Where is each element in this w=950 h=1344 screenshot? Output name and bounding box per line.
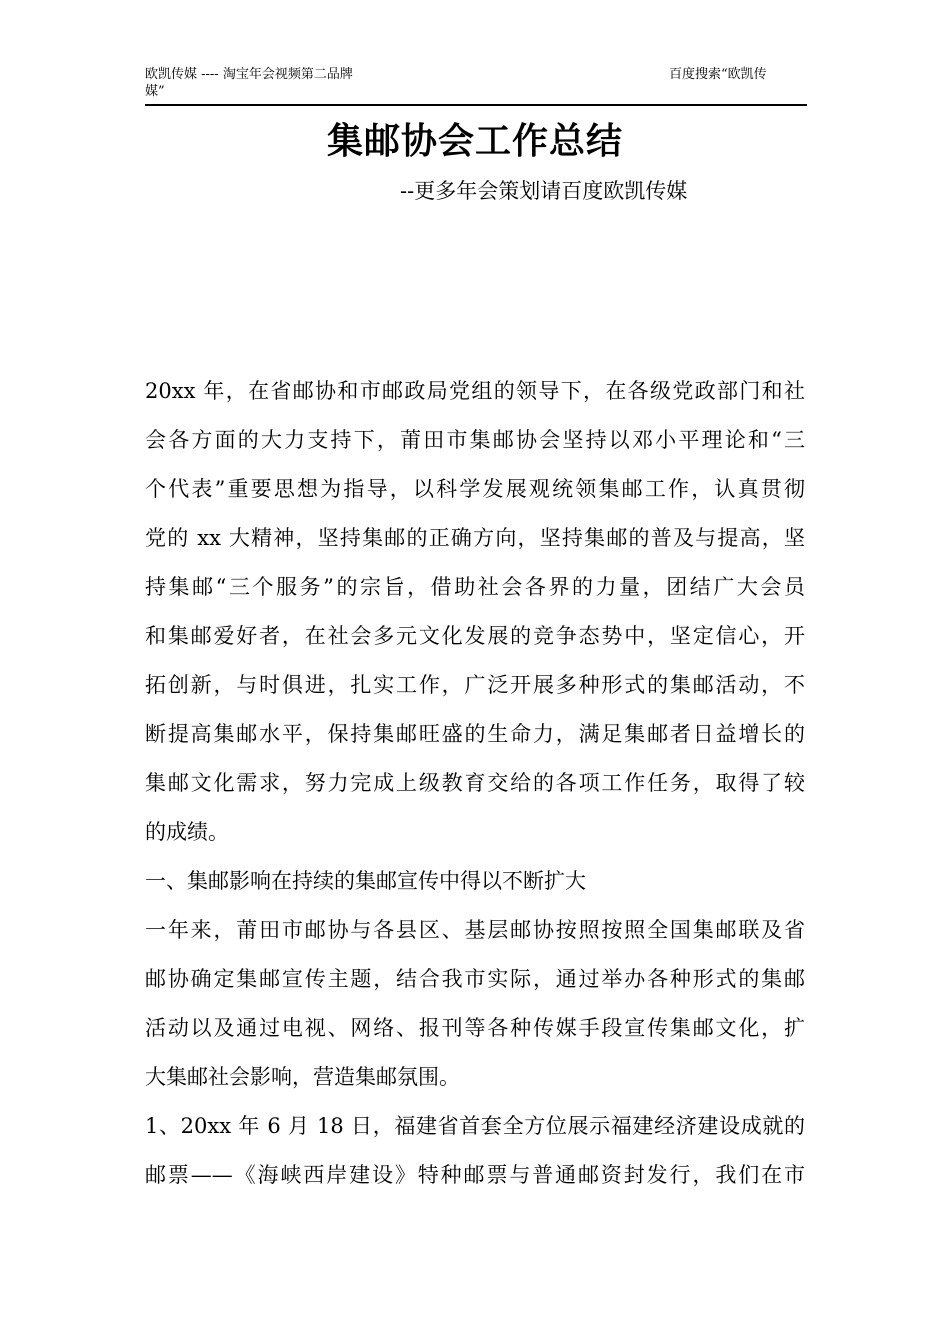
- body-line: 邮协确定集邮宣传主题，结合我市实际，通过举办各种形式的集邮: [145, 967, 805, 991]
- page-header: [145, 66, 807, 106]
- body-line: 党的 xx 大精神，坚持集邮的正确方向，坚持集邮的普及与提高，坚: [145, 526, 805, 550]
- body-line: 集邮文化需求，努力完成上级教育交给的各项工作任务，取得了较: [145, 771, 805, 795]
- document-subtitle: --更多年会策划请百度欧凯传媒: [400, 179, 688, 203]
- body-line: 持集邮“三个服务”的宗旨，借助社会各界的力量，团结广大会员: [145, 575, 805, 599]
- body-line: 大集邮社会影响，营造集邮氛围。: [145, 1065, 460, 1089]
- header-left-line-2: 媒”: [145, 84, 165, 99]
- body-line: 1、20xx 年 6 月 18 日，福建省首套全方位展示福建经济建设成就的: [145, 1114, 805, 1138]
- header-right-text: 百度搜索“欧凯传: [669, 67, 767, 82]
- body-line: 拓创新，与时俱进，扎实工作，广泛开展多种形式的集邮活动，不: [145, 673, 805, 697]
- body-line: 邮票——《海峡西岸建设》特种邮票与普通邮资封发行，我们在市: [145, 1163, 805, 1187]
- header-left-line-1: 欧凯传媒 ---- 淘宝年会视频第二品牌: [145, 67, 353, 82]
- section-heading: 一、集邮影响在持续的集邮宣传中得以不断扩大: [145, 869, 586, 893]
- body-line: 一年来，莆田市邮协与各县区、基层邮协按照按照全国集邮联及省: [145, 918, 805, 942]
- body-line: 和集邮爱好者，在社会多元文化发展的竞争态势中，坚定信心，开: [145, 624, 805, 648]
- body-line: 个代表”重要思想为指导，以科学发展观统领集邮工作，认真贯彻: [145, 477, 805, 501]
- header-left-text: [145, 66, 395, 100]
- document-title: 集邮协会工作总结: [326, 121, 623, 162]
- body-line: 的成绩。: [145, 820, 229, 844]
- body-line: 20xx 年，在省邮协和市邮政局党组的领导下，在各级党政部门和社: [145, 379, 805, 403]
- body-line: 会各方面的大力支持下，莆田市集邮协会坚持以邓小平理论和“三: [145, 428, 805, 452]
- body-line: 断提高集邮水平，保持集邮旺盛的生命力，满足集邮者日益增长的: [145, 722, 805, 746]
- body-line: 活动以及通过电视、网络、报刊等各种传媒手段宣传集邮文化，扩: [145, 1016, 805, 1040]
- document-body: [145, 373, 805, 1206]
